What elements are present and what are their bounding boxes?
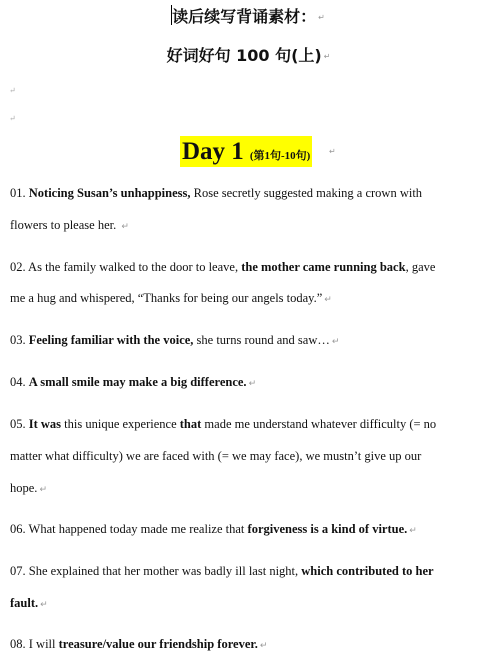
sentence-02-line-2: me a hug and whispered, “Thanks for being our angels today.” ↵ bbox=[10, 291, 332, 305]
day-label: Day 1 bbox=[182, 138, 244, 165]
sentence-03: 03. Feeling familiar with the voice, she turns round and saw… ↵ bbox=[10, 333, 340, 347]
sentence-01-line-2: flowers to please her. ↵ bbox=[10, 218, 129, 232]
sentence-05-line-1: 05. It was this unique experience that made me understand whatever difficulty (= no bbox=[10, 417, 437, 431]
sentence-08: 08. I will treasure/value our friendship forever. ↵ bbox=[10, 637, 268, 651]
paragraph-mark: ↵ bbox=[329, 147, 336, 156]
empty-paragraph: ↵ bbox=[9, 86, 16, 95]
sentence-01-line-1: 01. Noticing Susan’s unhappiness, Rose secretly suggested making a crown with bbox=[10, 186, 423, 200]
doc-title: 读后续写背诵素材： ↵ bbox=[172, 7, 325, 26]
sentence-02-line-1: 02. As the family walked to the door to leave, the mother came running back, gave bbox=[10, 260, 436, 274]
empty-paragraph: ↵ bbox=[9, 114, 16, 123]
sentence-07-line-2: fault. ↵ bbox=[10, 596, 48, 610]
sentence-07-line-1: 07. She explained that her mother was badly ill last night, which contributed to her bbox=[10, 564, 434, 578]
sentence-05-line-2: matter what difficulty) we are faced with (= we may face), we mustn’t give up our bbox=[10, 449, 422, 463]
day-range: (第1句-10句) bbox=[249, 150, 311, 162]
sentence-06: 06. What happened today made me realize that forgiveness is a kind of virtue. ↵ bbox=[10, 522, 417, 536]
sentence-05-line-3: hope. ↵ bbox=[10, 481, 47, 495]
doc-subtitle: 好词好句 100 句(上) ↵ bbox=[166, 46, 331, 65]
day-heading bbox=[180, 136, 312, 167]
sentence-04: 04. A small smile may make a big difference. ↵ bbox=[10, 375, 257, 389]
